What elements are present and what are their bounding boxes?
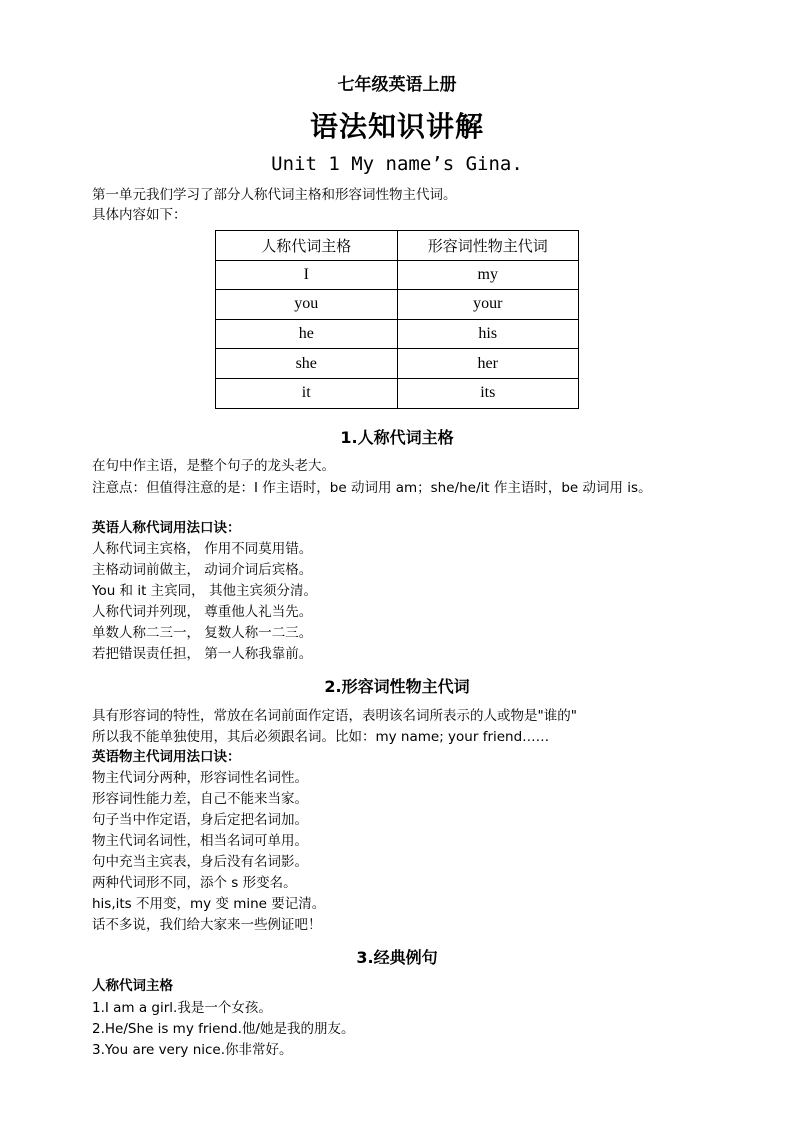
pronoun-table	[215, 230, 579, 409]
paragraph-line: 所以我不能单独使用，其后必须跟名词。比如：my name; your friend……	[92, 729, 550, 745]
rhyme-line: 主格动词前做主， 动词介词后宾格。	[92, 562, 313, 578]
table-row	[216, 349, 579, 379]
table-cell: his	[397, 319, 579, 349]
column-header: 人称代词主格	[216, 231, 398, 261]
rhyme-line: his,its 不用变，my 变 mine 要记清。	[92, 896, 326, 912]
intro-line: 具体内容如下：	[92, 207, 187, 223]
table-cell: she	[216, 349, 398, 379]
table-cell: I	[216, 260, 398, 290]
table-row	[216, 260, 579, 290]
rhyme-line: 人称代词并列现， 尊重他人礼当先。	[92, 604, 313, 620]
rhyme-line: 单数人称二三一， 复数人称一二三。	[92, 625, 313, 641]
column-header: 形容词性物主代词	[397, 231, 579, 261]
rhyme-line: 句子当中作定语，身后定把名词加。	[92, 812, 308, 828]
table-cell: he	[216, 319, 398, 349]
rhyme-line: 若把错误责任担， 第一人称我靠前。	[92, 646, 313, 662]
table-cell: its	[397, 378, 579, 408]
example-sentence: 3.You are very nice.你非常好。	[92, 1042, 293, 1058]
table-row	[216, 319, 579, 349]
rhyme-line: 人称代词主宾格， 作用不同莫用错。	[92, 541, 313, 557]
table-cell: her	[397, 349, 579, 379]
rhyme-title: 英语人称代词用法口诀：	[92, 520, 241, 536]
rhyme-line: 物主代词名词性，相当名词可单用。	[92, 833, 308, 849]
rhyme-line: 句中充当主宾表，身后没有名词影。	[92, 854, 308, 870]
paragraph-line: 在句中作主语，是整个句子的龙头老大。	[92, 458, 335, 474]
table-cell: my	[397, 260, 579, 290]
rhyme-line: 形容词性能力差，自己不能来当家。	[92, 791, 308, 807]
rhyme-title: 英语物主代词用法口诀：	[92, 749, 241, 765]
rhyme-line: 两种代词形不同，添个 s 形变名。	[92, 875, 297, 891]
page-title: 语法知识讲解	[309, 110, 484, 143]
table-row	[216, 290, 579, 320]
example-sentence: 1.I am a girl.我是一个女孩。	[92, 1000, 272, 1016]
paragraph-line: 具有形容词的特性，常放在名词前面作定语，表明该名词所表示的人或物是"谁的"	[92, 708, 577, 724]
unit-title: Unit 1 My name’s Gina.	[271, 153, 523, 175]
paragraph-line: 注意点：但值得注意的是：I 作主语时，be 动词用 am；she/he/it 作主语时，be 动词用 is。	[92, 480, 652, 496]
rhyme-line: 话不多说，我们给大家来一些例证吧！	[92, 917, 322, 933]
section-heading: 1.人称代词主格	[340, 428, 454, 447]
rhyme-line: 物主代词分两种，形容词性名词性。	[92, 770, 308, 786]
table-header-row	[216, 231, 579, 261]
section-heading: 3.经典例句	[356, 948, 438, 967]
example-sentence: 2.He/She is my friend.他/她是我的朋友。	[92, 1021, 355, 1037]
grade-heading: 七年级英语上册	[337, 75, 457, 95]
table-cell: you	[216, 290, 398, 320]
intro-line: 第一单元我们学习了部分人称代词主格和形容词性物主代词。	[92, 187, 457, 203]
rhyme-line: You 和 it 主宾同， 其他主宾须分清。	[92, 583, 317, 599]
subheading: 人称代词主格	[92, 978, 173, 994]
section-heading: 2.形容词性物主代词	[324, 677, 470, 696]
table-cell: it	[216, 378, 398, 408]
table-cell: your	[397, 290, 579, 320]
table-row	[216, 378, 579, 408]
